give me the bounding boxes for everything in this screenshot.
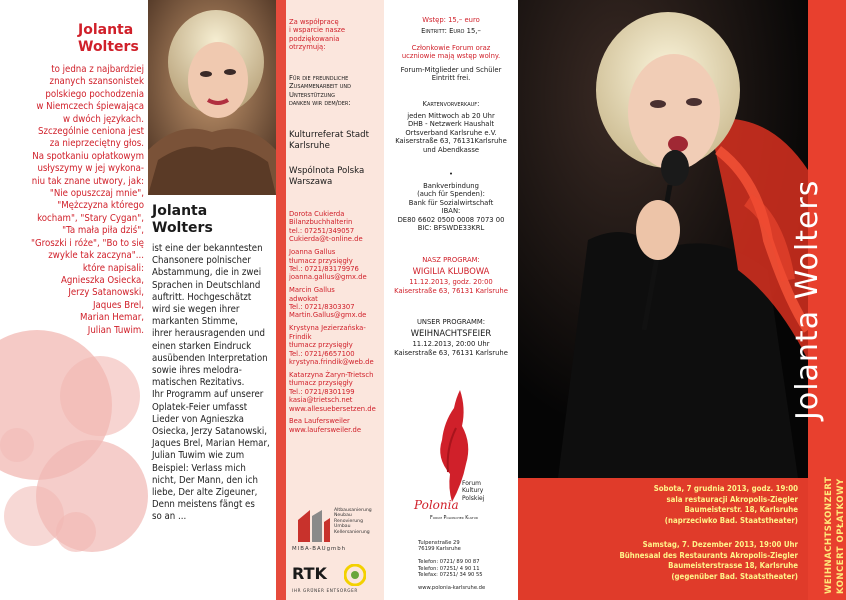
logo-side-line: Kultury [462,487,484,495]
thanks-line: Für die freundliche [289,74,349,82]
title-line: Jolanta [152,203,208,219]
bio-line: Ihr Programm auf unserer [152,389,264,401]
polonia-logo [412,388,492,528]
bio-line: Beispiel: Verlass mich [152,462,246,474]
bio-line: einen starken Eindruck [152,340,252,352]
rtk-logo [292,564,380,596]
info-line: Bühnesaal des Restaurants Akropolis-Ziegler [619,550,798,560]
decor-circle [0,428,34,462]
thanks-line: podziękowania [289,34,340,43]
sponsor-kulturreferat [289,130,384,152]
contact-line[interactable]: krystyna.frindik@web.de [289,358,374,366]
presale-line: Ortsverband Karlsruhe e.V. [405,128,497,137]
bio-line: liebe, Der alte Zigeuner, [152,487,258,499]
bio-line: so an ... [152,511,187,523]
contact-entry [289,210,384,244]
sponsor-line: Karlsruhe [289,141,330,151]
miba-service-line: Kellersanierung [334,529,370,535]
bio-line: zwykle tak zaczyna"... [48,250,144,262]
panel-cover [518,0,846,600]
bio-line: Denn meistens fängt es [152,499,255,511]
contact-entry [289,324,384,366]
polonia-name: Polonia [414,498,459,512]
bio-line: ausübenden Interpretation [152,352,268,364]
thanks-pl [289,18,384,52]
bio-line: znanych szansonistek [49,76,144,88]
miba-services [334,508,372,535]
program-title-de: WEIHNACHTSFEIER [410,328,492,338]
members-free-de [384,66,518,83]
bio-line: nicht, Der Mann, den ich [152,474,258,486]
thanks-line: Za współpracę [289,18,339,26]
address-footer [418,540,485,591]
thanks-de [289,74,384,108]
bio-line: ihrer herausragenden und [152,328,265,340]
divider-strip [276,0,286,600]
program-addr-de: Kaiserstraße 63, 76131 Karlsruhe [394,349,508,357]
title-line: Wolters [152,220,213,236]
polonia-subtitle: Forum Polnischer Kultur [429,516,479,521]
footer-line: Tulpenstraße 29 [418,540,460,546]
contact-line: Dorota Cukierda [289,210,345,218]
miba-service-line: Renovierung [334,518,363,524]
bio-line: polskiego pochodzenia [45,88,144,100]
bio-text-pl [4,64,144,337]
footer-line: Telefax: 07251/ 34 90 55 [418,572,483,579]
decor-circle [4,486,64,546]
logo-side-line: Polskiej [462,494,485,502]
program-addr-pl: Kaiserstraße 63, 76131 Karlsruhe [394,287,508,295]
contact-line[interactable]: www.laufersweiler.de [289,425,362,434]
rtk-tagline: IHR GRÜNER ENTSORGER [292,588,358,593]
bio-line: Sprachen in Deutschland [152,279,261,291]
info-line: Sobota, 7 grudnia 2013, godz. 19:00 [653,484,798,493]
miba-service-line: Neubau [334,513,352,519]
rtk-label: RTK [292,564,327,583]
bio-title-de [152,203,213,237]
contacts-list [289,210,384,439]
artist-portrait [148,0,276,195]
entry-fee-pl: Wstęp: 15,– euro [422,16,480,24]
logo-side-line: Forum [462,480,482,487]
concert-label-de: WEIHNACHTSKONZERT [824,476,834,594]
contact-line: adwokat [289,294,318,303]
members-line: Eintritt frei. [431,74,471,83]
singer-illustration [518,0,808,478]
bio-line: Lieder von Agnieszka [152,413,244,425]
bio-line: wird sie wegen ihrer [152,304,240,316]
program-title-pl: WIGILIA KLUBOWA [412,266,490,276]
contact-line: tłumacz przysięgły [289,341,353,350]
event-info-box [518,478,808,600]
program-label-pl: NASZ PROGRAM: [422,256,480,264]
artist-vertical-title: Jolanta Wolters [790,179,825,420]
contact-line[interactable]: www.allesuebersetzen.de [289,404,376,413]
portrait-illustration [148,0,276,195]
contact-line: Marcin Gallus [289,286,335,295]
presale-line: Kaiserstraße 63, 76131Karlsruhe [395,137,507,146]
contact-line: Tel.: 0721/8303307 [289,303,355,312]
contact-line: Bilanzbuchhalterin [289,218,353,227]
bio-line: usłyszymy w jej wykona- [37,163,144,175]
members-line: uczniowie mają wstęp wolny. [401,52,501,61]
contact-entry [289,286,384,320]
contact-line[interactable]: Martin.Gallus@gmx.de [289,311,367,320]
bank-line: IBAN: [441,207,461,216]
contact-line: Tel.: 0721/6657100 [289,349,355,358]
bio-line: które napisali: [82,262,144,274]
info-line: (gegenüber Bad. Staatstheater) [671,571,798,581]
info-line: sala restauracji Akropolis-Ziegler [666,494,798,504]
bio-text-de [152,243,274,524]
bio-line: Agnieszka Osiecka, [60,274,144,286]
bio-line: auftritt. Hochgeschätzt [152,291,252,303]
event-info-de [619,540,798,582]
footer-line: www.polonia-karlsruhe.de [418,584,486,591]
bio-line: za nieprzeciętny głos. [49,138,144,150]
contact-entry [289,248,384,282]
members-line: Członkowie Forum oraz [411,44,491,52]
bio-line: Marian Hemar, [80,312,144,324]
sponsor-wspolnota [289,166,384,188]
program-date-de: 11.12.2013, 20:00 Uhr [412,340,490,348]
presale-line: und Abendkasse [422,145,480,154]
footer-line: Telefon: 0721/ 89 00 87 [418,559,480,566]
bank-line: BIC: BFSWDE33KRL [417,224,485,233]
title-line: Wolters [78,39,139,55]
miba-service-line: Umbau [334,524,351,530]
bio-line: w dwóch językach. [63,113,144,125]
concert-label-pl: KONCERT OPŁATKOWY [836,478,846,594]
bio-line: Abstammung, die in zwei [152,267,262,279]
panel-german-bio [148,0,276,600]
miba-logo [292,508,380,554]
contact-line: Joanna Gallus [289,248,336,257]
contact-line: Frindik [289,332,312,341]
presale-info [384,112,518,154]
bio-line: Julian Tuwim wie zum [152,450,245,462]
decor-circle [56,512,96,552]
concert-photo [518,0,808,478]
bank-line: (auch für Spenden): [417,190,485,199]
presale-title: Kartenvorverkauf: [422,100,480,108]
bio-line: to jedna z najbardziej [51,64,144,75]
program-label-de: UNSER PROGRAMM: [416,318,486,326]
footer-line: 76199 Karlsruhe [418,546,461,553]
bio-line: "Nie opuszczaj mnie", [49,188,144,200]
bio-line: "Groszki i róże", "Bo to się [31,237,144,249]
bio-title-pl [78,22,139,56]
contact-entry [289,417,384,434]
bio-line: Julian Tuwim. [87,324,144,336]
bio-line: w Niemczech śpiewająca [36,101,144,113]
info-line: Samstag, 7. Dezember 2013, 19:00 Uhr [642,540,798,549]
bio-line: Jaques Brel, Marian Hemar, [152,438,270,450]
contact-line: Tel.: 0721/8301199 [289,387,355,396]
thanks-line: otrzymują: [289,43,326,52]
contact-line: Krystyna Jezierzańska- [289,324,366,333]
contact-line[interactable]: Cukierda@t-online.de [289,235,363,244]
info-line: (naprzeciwko Bad. Staatstheater) [664,515,798,525]
bank-line: Bank für Sozialwirtschaft [408,198,494,207]
info-line: Baumeisterstr. 18, Karlsruhe [684,505,798,515]
title-line: Jolanta [78,22,134,38]
recycle-icon [344,564,366,586]
polonia-side-text [462,480,484,502]
members-line: Forum-Mitglieder und Schüler [400,66,502,74]
thanks-line: danken wir dem/der: [289,99,351,108]
bio-line: Jaques Brel, [92,299,144,311]
bio-line: Jerzy Satanowski, [68,287,144,299]
footer-line: Telefon: 07251/ 4 90 11 [418,565,480,572]
contact-line: tłumacz przysięgły [289,256,353,265]
contact-line[interactable]: joanna.gallus@gmx.de [289,273,367,282]
bio-line: Chansonere polnischer [152,255,251,267]
panel-info [384,0,518,600]
thanks-line: Unterstützung [289,90,336,99]
contact-entry [289,371,384,413]
panel-polish-bio [0,0,148,600]
bio-line: niu tak znane utwory, jak: [31,175,144,187]
bio-line: Na spotkaniu opłatkowym [32,150,144,162]
bio-line: Szczególnie ceniona jest [38,126,144,138]
bio-line: ist eine der bekanntesten [152,243,263,254]
sponsor-line: Kulturreferat Stadt [289,130,369,140]
bank-info [384,182,518,232]
contact-line[interactable]: kasia@trietsch.net [289,396,353,405]
thanks-line: i wsparcie nasze [289,26,346,35]
contact-line: tel.: 07251/349057 [289,226,355,235]
bank-line: DE80 6602 0500 0008 7073 00 [397,215,505,224]
bio-line: kocham", "Stary Cygan", [37,212,144,224]
bio-line: Oplatek-Feier umfasst [152,401,248,413]
program-date-pl: 11.12.2013, godz. 20:00 [409,278,493,286]
event-info-pl [654,484,798,526]
info-line: Baumeisterstrasse 18, Karlsruhe [668,561,798,571]
contact-line: Tel.: 0721/83179976 [289,264,359,273]
miba-label: MIBA-BAUgmbh [292,546,347,552]
bio-line: matischen Rezitativs. [152,377,245,389]
miba-service-line: Altbausanierung [334,508,372,513]
bio-line: Osiecka, Jerzy Satanowski, [152,426,268,438]
entry-fee-de: Eintritt: Euro 15,– [421,27,481,35]
contact-line: Bea Laufersweiler [289,417,350,426]
bullet-separator: • [448,170,453,178]
panel-thanks [286,0,384,600]
bio-line: markanten Stimme, [152,316,238,328]
decor-circle [60,356,140,436]
members-free-pl [384,44,518,61]
thanks-line: Zusammenarbeit und [289,82,351,91]
presale-line: jeden Mittwoch ab 20 Uhr [407,112,495,120]
bank-line: Bankverbindung [423,182,479,190]
sponsor-line: Wspólnota Polska [289,166,365,176]
presale-line: DHB - Netzwerk Haushalt [407,120,495,129]
miba-logo-icon [296,508,332,544]
bio-line: sowie ihres melodra- [152,365,242,377]
sponsor-line: Warszawa [289,177,333,187]
contact-line: tłumacz przysięgły [289,379,353,388]
bio-line: "Ta mała piła dziś", [62,225,144,237]
bio-line: "Mężczyzna którego [57,200,144,212]
contact-line: Katarzyna Żaryn-Trietsch [289,370,374,379]
